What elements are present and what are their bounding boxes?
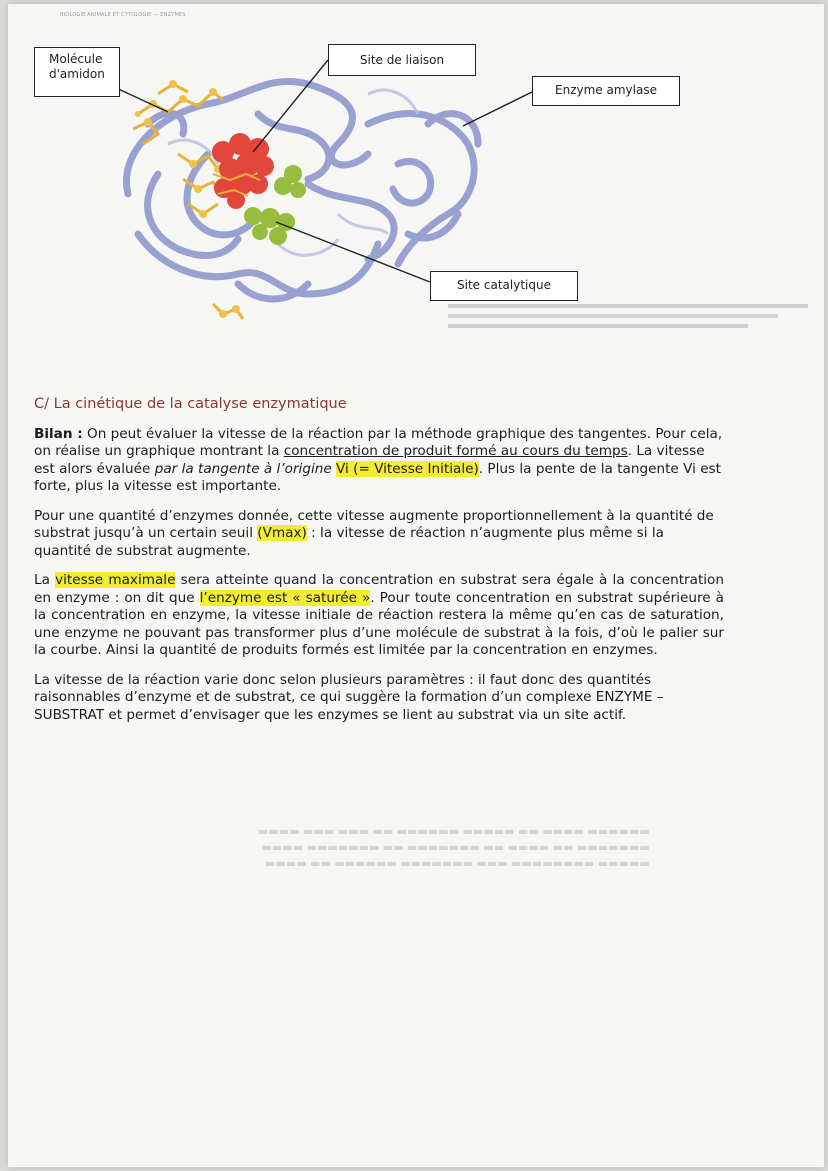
p2-text-1: Pour une quantité d’enzymes donnée, cette vitesse augmente proportionnellement à la quantité de substrat jusqu’à un certain seuil bbox=[34, 507, 714, 541]
label-molecule-line2: d'amidon bbox=[49, 67, 105, 81]
bleed-through-lines bbox=[448, 304, 808, 328]
p1-text-4: . Plus la pente de la tangente Vi est forte, plus la vitesse est importante. bbox=[34, 460, 721, 494]
label-enzyme-amylase: Enzyme amylase bbox=[532, 76, 680, 106]
paragraph-bilan bbox=[34, 426, 724, 496]
paragraph-parametres bbox=[34, 672, 724, 725]
p1-text-2: . La vitesse est alors évaluée bbox=[34, 443, 705, 477]
p1-italic: par la tangente à l’origine bbox=[154, 460, 332, 477]
p3-text-1: La bbox=[34, 572, 56, 588]
p1-text-1: On peut évaluer la vitesse de la réaction par la méthode graphique des tangentes. Pour cela, on réalise un graphique montrant la bbox=[34, 425, 723, 459]
label-molecule-line1: Molécule bbox=[49, 52, 103, 66]
document-page bbox=[8, 4, 824, 1167]
faint-header-text: BIOLOGIE ANIMALE ET CYTOLOGIE — ENZYMES bbox=[60, 12, 186, 18]
paragraph-saturation bbox=[34, 572, 724, 660]
p2-highlight-vmax: (Vmax) bbox=[257, 525, 307, 541]
p3-text-2: sera atteinte quand la concentration en substrat sera égale à la concentration en enzyme : on dit que bbox=[34, 572, 724, 606]
paragraph-vmax bbox=[34, 508, 724, 561]
section-title: C/ La cinétique de la catalyse enzymatique bbox=[34, 396, 347, 412]
bleed-through-text: ▬▬▬▬▬ ▬▬▬▬▬▬▬▬ ▬▬▬ ▬▬▬▬▬▬▬ ▬▬▬▬▬▬ ▬▬ ▬▬▬▬ ▬▬▬▬▬▬▬ ▬▬ ▬▬▬▬ ▬▬ ▬▬▬▬▬▬▬ ▬▬ ▬▬▬▬▬▬▬ ▬▬▬▬ ▬▬▬▬▬▬ ▬▬▬▬ ▬▬ ▬▬▬▬▬ ▬▬▬▬▬▬ ▬▬ ▬▬▬ ▬▬▬ ▬▬▬▬ bbox=[258, 826, 650, 871]
p1-highlight-vi: Vi (= Vitesse Initiale) bbox=[336, 460, 479, 477]
main-text bbox=[34, 396, 724, 736]
label-site-liaison: Site de liaison bbox=[328, 44, 476, 76]
bilan-label: Bilan : bbox=[34, 425, 83, 442]
enzyme-figure bbox=[8, 4, 824, 364]
label-molecule-amidon bbox=[34, 47, 120, 97]
p1-underline: concentration de produit formé au cours du temps bbox=[283, 443, 628, 459]
p4-text-1: La vitesse de la réaction varie donc selon plusieurs paramètres : il faut donc des quantités raisonnables d’enzyme et de substrat, ce qui suggère la formation d’un complexe ENZYME – SUBSTRAT et permet d’envisager que les enzymes se lient au substrat via un site actif. bbox=[34, 671, 664, 723]
p3-highlight-saturee: l’enzyme est « saturée » bbox=[199, 589, 371, 606]
binding-site-spheres bbox=[212, 133, 274, 209]
p2-text-2: : la vitesse de réaction n’augmente plus même si la quantité de substrat augmente. bbox=[34, 525, 664, 559]
label-site-catalytique: Site catalytique bbox=[430, 271, 578, 301]
p3-text-3: . Pour toute concentration en substrat supérieure à la concentration en enzyme, la vitesse initiale de réaction restera la même qu’en cas de saturation, une enzyme ne pouvant pas transformer plus d’une molécule de substrat à la fois, d’où le palier sur la courbe. Ainsi la quantité de produits formés est limitée par la concentration en enzymes. bbox=[34, 589, 724, 658]
p3-highlight-vitesse-max: vitesse maximale bbox=[55, 572, 176, 588]
